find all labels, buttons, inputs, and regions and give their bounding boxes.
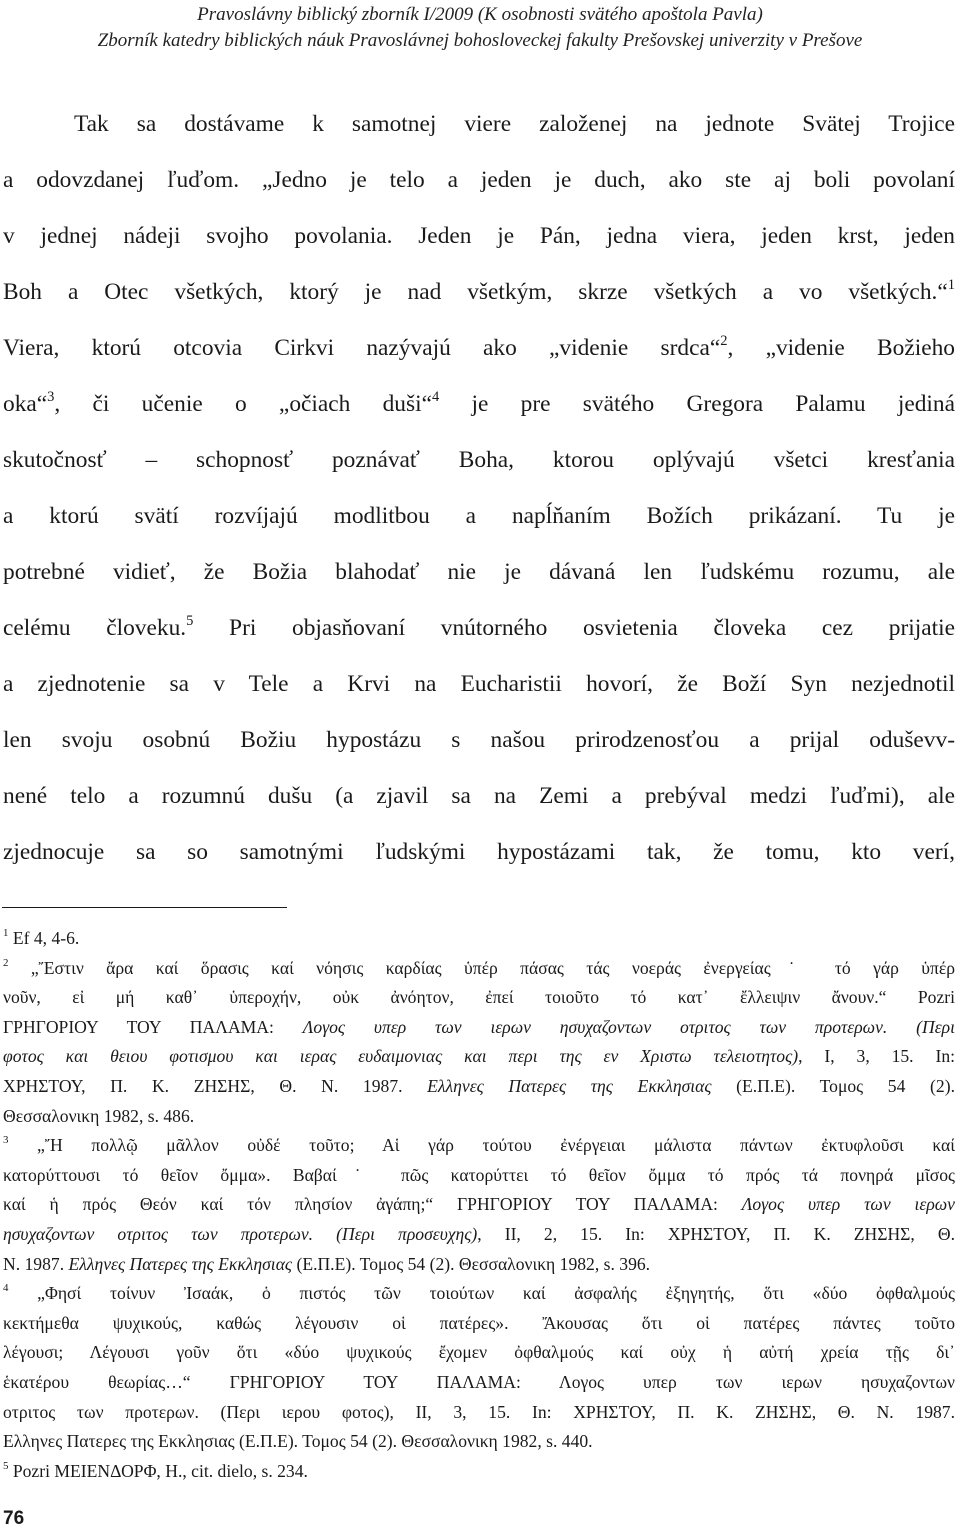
footnote-4 (3, 1279, 955, 1457)
footnote-number: 4 (3, 1282, 9, 1295)
footnote-separator (2, 907, 287, 908)
footnote-5 (3, 1457, 955, 1487)
footnote-ref[interactable]: 5 (186, 612, 194, 629)
text-line: zjednocuje sa so samotnými ľudskými hypostázami tak, že tomu, kto verí, (3, 839, 955, 865)
footnote-line: λέγουσι; Λέγουσι γοῦν ὅτι «δύο ψυχικούς ἔχομεν ὀφθαλμούς καί οὐχ ἡ αὐτή χρεία τῇς δι᾽ (3, 1342, 955, 1363)
footnote-ref[interactable]: 3 (47, 388, 55, 405)
footnote-ref[interactable]: 4 (432, 388, 440, 405)
main-text (3, 96, 955, 880)
footnote-line: $^5$ Pozri ΜΕΙΕΝΔΟΡΦ, Η., cit. dielo, s. 234. (3, 1459, 308, 1481)
text-line: skutočnosť – schopnosť poznávať Boha, ktorou oplývajú všetci kresťania (3, 447, 955, 473)
footnote-line: $^3$ „Ἤ πολλῷ μᾶλλον οὐδέ τοῦτο; Αἱ γάρ τούτου ἐνέργειαι μάλιστα πάντων ἐκτυφλοῦσι καί (3, 1134, 955, 1156)
text-line: a zjednotenie sa v Tele a Krvi na Eucharistii hovorí, že Boží Syn nezjednotil (3, 671, 955, 697)
footnote-3 (3, 1131, 955, 1279)
text-line: Boh a Otec všetkých, ktorý je nad všetkým, skrze všetkých a vo všetkých.“$^1$ (3, 276, 955, 305)
footnote-line: οτριτος των προτερων. (Περι ιερου φοτος), II, 3, 15. In: ΧΡΗΣΤΟΥ, Π. Κ. ΖΗΣΗΣ, Θ. Ν. 1987. (3, 1401, 955, 1422)
footnote-line: Ν. 1987. Ελληνες Πατερες της Εκκλησιας (Ε.Π.Ε). Τομος 54 (2). Θεσσαλονικη 1982, s. 396. (3, 1253, 651, 1274)
text-line: nené telo a rozumnú dušu (a zjavil sa na Zemi a prebýval medzi ľuďmi), ale (3, 783, 955, 809)
footnote-number: 3 (3, 1134, 9, 1147)
footnote-line: κεκτήμεθα ψυχικούς, καθώς λέγουσιν οἱ πατέρες». Ἄκουσας ὅτι οἱ πατέρες πάντες τοῦτο (3, 1312, 955, 1333)
footnote-line: φοτος και θειου φοτισμου και ιερας ευδαιμονιας και περι της εν Χριστω τελειοτητος), I, 3, 15. In: (3, 1046, 956, 1067)
text-line: celému človeku.$^5$ Pri objasňovaní vnútorného osvietenia človeka cez prijatie (3, 612, 955, 641)
footnote-line: $^1$ Ef 4, 4-6. (3, 927, 80, 948)
header-line-1: Pravoslávny biblický zborník I/2009 (K osobnosti svätého apoštola Pavla) (197, 4, 763, 25)
footnote-line: ἑκατέρου θεωρίας…“ ΓΡΗΓΟΡΙΟΥ ΤΟΥ ΠΑΛΑΜΑ: Λογος υπερ των ιερων ησυχαζοντων (3, 1371, 955, 1392)
footnote-line: νοῦν, εἰ μή καθ᾽ ὑπεροχήν, οὐκ ἀνόητον, ἐπεί τοιοῦτο τό κατ᾽ ἔλλειψιν ἄνουν.“ Pozri (3, 987, 955, 1008)
footnote-number: 5 (3, 1459, 9, 1472)
running-header (0, 2, 960, 54)
footnote-line: $^4$ „Φησί τοίνυν Ἰσαάκ, ὁ πιστός τῶν τοιούτων καί ἀσφαλής ἐξηγητής, ὅτι «δύο ὀφθαλμούς (3, 1282, 955, 1304)
footnote-line: Θεσσαλονικη 1982, s. 486. (3, 1105, 195, 1126)
footnote-line: ΓΡΗΓΟΡΙΟΥ ΤΟΥ ΠΑΛΑΜΑ: Λογος υπερ των ιερων ησυχαζοντων οτριτος των προτερων. (Περι (3, 1016, 955, 1037)
footnote-line: κατορύττουσι τό θεῖον ὄμμα». Βαβαί˙ πῶς κατορύττει τό θεῖον ὄμμα τό πρός τά πονηρά μῖσος (3, 1164, 955, 1185)
footnote-ref[interactable]: 2 (720, 332, 728, 349)
footnote-number: 1 (3, 927, 9, 940)
text-line: len svoju osobnú Božiu hypostázu s našou prirodzenosťou a prijal oduševv- (3, 727, 955, 753)
footnote-line: ησυχαζοντων οτριτος των προτερων. (Περι προσευχης), II, 2, 15. In: ΧΡΗΣΤΟΥ, Π. Κ. ΖΗΣΗΣ, Θ. (3, 1223, 955, 1244)
text-line: a odovzdanej ľuďom. „Jedno je telo a jeden je duch, ako ste aj boli povolaní (3, 167, 955, 193)
header-line-2: Zborník katedry biblických náuk Pravoslávnej bohosloveckej fakulty Prešovskej univerzity v Prešove (97, 30, 863, 51)
text-line: v jednej nádeji svojho povolania. Jeden je Pán, jedna viera, jeden krst, jeden (3, 223, 955, 249)
text-line: Tak sa dostávame k samotnej viere založenej na jednote Svätej Trojice (74, 111, 955, 137)
footnote-number: 2 (3, 956, 9, 969)
text-line: Viera, ktorú otcovia Cirkvi nazývajú ako „videnie srdca“$^2$, „videnie Božieho (3, 332, 955, 361)
footnotes (3, 924, 955, 1486)
footnote-line: καί ἡ πρός Θεόν καί τόν πλησίον ἀγάπη;“ ΓΡΗΓΟΡΙΟΥ ΤΟΥ ΠΑΛΑΜΑ: Λογος υπερ των ιερων (3, 1194, 955, 1215)
footnote-1 (3, 924, 955, 954)
footnote-2 (3, 954, 955, 1132)
footnote-line: ΧΡΗΣΤΟΥ, Π. Κ. ΖΗΣΗΣ, Θ. Ν. 1987. Ελληνες Πατερες της Εκκλησιας (Ε.Π.Ε). Τομος 54 (2). (3, 1075, 955, 1096)
page-number: 76 (3, 1508, 25, 1529)
footnote-line: Ελληνες Πατερες της Εκκλησιας (Ε.Π.Ε). Τομος 54 (2). Θεσσαλονικη 1982, s. 440. (3, 1431, 593, 1452)
paragraph (3, 96, 955, 880)
text-line: potrebné vidieť, že Božia blahodať nie je dávaná len ľudskému rozumu, ale (3, 559, 955, 585)
footnote-line: $^2$ „Ἔστιν ἄρα καί ὅρασις καί νόησις καρδίας ὑπέρ πάσας τάς νοεράς ἐνεργείας˙ τό γάρ ὑπέρ (3, 956, 955, 978)
text-line: a ktorú svätí rozvíjajú modlitbou a napĺňaním Božích prikázaní. Tu je (3, 503, 955, 529)
text-line: oka“$^3$, či učenie o „očiach duši“$^4$ je pre svätého Gregora Palamu jediná (3, 388, 955, 417)
footnote-ref[interactable]: 1 (947, 276, 955, 293)
